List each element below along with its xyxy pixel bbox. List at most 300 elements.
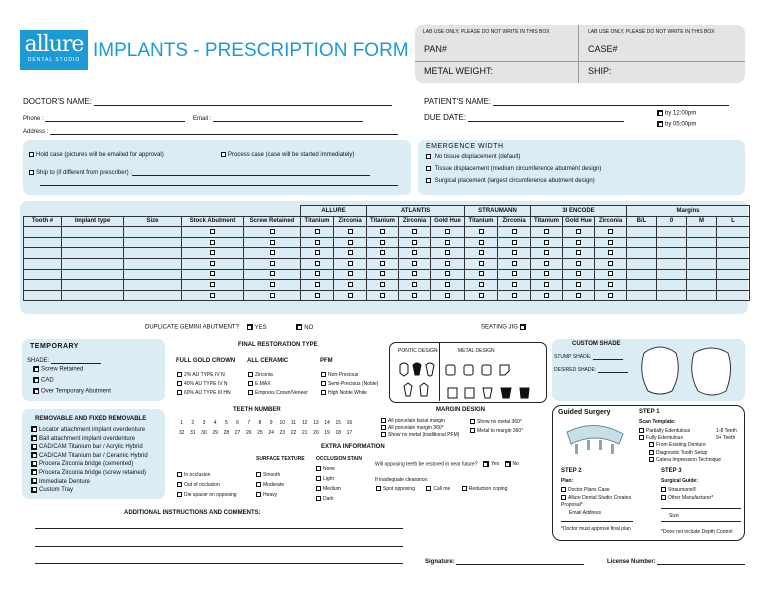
table-cell[interactable] [563, 258, 595, 269]
checkbox[interactable] [576, 282, 581, 287]
checkbox[interactable] [412, 229, 417, 234]
checkbox[interactable] [445, 282, 450, 287]
table-cell[interactable] [657, 280, 687, 291]
stain-option-1[interactable] [316, 474, 341, 484]
checkbox[interactable] [210, 240, 215, 245]
comment-line-2[interactable] [35, 546, 403, 547]
table-cell[interactable] [334, 258, 367, 269]
table-cell[interactable] [182, 290, 244, 301]
table-cell[interactable] [687, 258, 717, 269]
checkbox[interactable] [31, 435, 37, 441]
table-cell[interactable] [244, 227, 301, 238]
checkbox[interactable] [248, 381, 253, 386]
table-cell[interactable] [595, 280, 627, 291]
table-cell[interactable] [595, 269, 627, 280]
emergence-option-2[interactable]: Surgical placement (largest circumference abutment design) [426, 178, 595, 184]
table-cell[interactable] [717, 227, 750, 238]
checkbox[interactable] [31, 444, 37, 450]
checkbox[interactable] [608, 293, 613, 298]
tooth-24[interactable]: 24 [268, 430, 274, 436]
table-cell[interactable] [717, 280, 750, 291]
clearance-option-1[interactable]: Call me [426, 486, 450, 492]
checkbox[interactable] [31, 461, 37, 467]
table-cell[interactable] [367, 280, 399, 291]
checkbox[interactable] [256, 492, 261, 497]
checkbox[interactable] [248, 390, 253, 395]
table-cell[interactable] [24, 227, 62, 238]
ceramic-option-2[interactable] [248, 389, 308, 398]
checkbox[interactable] [576, 271, 581, 276]
checkbox[interactable] [544, 293, 549, 298]
other-manufacturer-option[interactable]: Other Manufacturer* [661, 495, 713, 501]
checkbox[interactable] [210, 261, 215, 266]
checkbox[interactable] [512, 240, 517, 245]
table-cell[interactable] [657, 248, 687, 259]
tooth-7[interactable]: 7 [247, 420, 251, 426]
table-cell[interactable] [717, 248, 750, 259]
tooth-27[interactable]: 27 [234, 430, 241, 436]
margin-option-0[interactable]: All porcelain facial margin [381, 418, 459, 425]
table-cell[interactable] [24, 258, 62, 269]
tooth-13[interactable]: 13 [313, 420, 319, 426]
table-cell[interactable] [124, 280, 182, 291]
stain-option-0[interactable] [316, 464, 341, 474]
checkbox[interactable] [544, 261, 549, 266]
table-cell[interactable] [498, 248, 531, 259]
temporary-shade-row[interactable]: SHADE: [27, 356, 101, 364]
doctor-plans-option[interactable]: Doctor Plans Case [561, 487, 610, 493]
checkbox[interactable] [270, 261, 275, 266]
table-cell[interactable] [62, 248, 124, 259]
checkbox[interactable] [608, 250, 613, 255]
table-cell[interactable] [182, 237, 244, 248]
table-cell[interactable] [465, 248, 498, 259]
checkbox[interactable] [315, 261, 320, 266]
table-cell[interactable] [334, 227, 367, 238]
table-cell[interactable] [595, 237, 627, 248]
checkbox[interactable] [210, 229, 215, 234]
table-cell[interactable] [62, 227, 124, 238]
table-cell[interactable] [531, 248, 563, 259]
table-cell[interactable] [563, 227, 595, 238]
stain-option-2[interactable] [316, 484, 341, 494]
table-cell[interactable] [182, 269, 244, 280]
table-cell[interactable] [62, 280, 124, 291]
removable-option-2[interactable] [31, 443, 148, 452]
table-cell[interactable] [124, 237, 182, 248]
table-cell[interactable] [182, 227, 244, 238]
table-cell[interactable] [244, 290, 301, 301]
table-cell[interactable] [465, 258, 498, 269]
temporary-option-0[interactable]: Screw Retained [33, 366, 83, 373]
table-cell[interactable] [627, 258, 657, 269]
checkbox[interactable] [31, 426, 37, 432]
table-cell[interactable] [124, 269, 182, 280]
checkbox[interactable] [544, 240, 549, 245]
table-cell[interactable] [595, 227, 627, 238]
checkbox[interactable] [321, 390, 326, 395]
checkbox[interactable] [544, 271, 549, 276]
checkbox[interactable] [256, 472, 261, 477]
table-cell[interactable] [563, 237, 595, 248]
table-cell[interactable] [627, 227, 657, 238]
table-cell[interactable] [367, 269, 399, 280]
checkbox[interactable] [380, 229, 385, 234]
table-cell[interactable] [657, 258, 687, 269]
ship-to-option[interactable]: Ship to (if different from prescriber) : [29, 168, 370, 176]
table-cell[interactable] [431, 227, 465, 238]
tooth-26[interactable]: 26 [245, 430, 252, 436]
table-cell[interactable] [465, 237, 498, 248]
checkbox[interactable] [348, 261, 353, 266]
ship-field[interactable]: SHIP: [588, 66, 612, 76]
checkbox[interactable] [348, 282, 353, 287]
table-cell[interactable] [498, 290, 531, 301]
table-cell[interactable] [465, 269, 498, 280]
tooth-29[interactable]: 29 [212, 430, 218, 436]
table-cell[interactable] [62, 269, 124, 280]
removable-option-4[interactable] [31, 460, 148, 469]
table-cell[interactable] [244, 248, 301, 259]
checkbox[interactable] [348, 229, 353, 234]
checkbox[interactable] [315, 240, 320, 245]
tooth-12[interactable]: 12 [301, 420, 308, 426]
checkbox[interactable] [412, 261, 417, 266]
table-cell[interactable] [531, 258, 563, 269]
margin-option-4[interactable]: Metal to margin 360° [470, 427, 523, 436]
metal-weight-field[interactable]: METAL WEIGHT: [424, 66, 494, 76]
table-cell[interactable] [334, 280, 367, 291]
case-field[interactable]: CASE# [588, 44, 618, 54]
removable-option-1[interactable] [31, 435, 148, 444]
table-cell[interactable] [627, 269, 657, 280]
checkbox[interactable] [270, 271, 275, 276]
signature-row[interactable]: Signature: [425, 559, 584, 565]
fully-edentulous-option[interactable]: Fully Edentulous [639, 435, 683, 441]
tooth-32[interactable]: 32 [178, 430, 185, 436]
table-cell[interactable] [182, 258, 244, 269]
checkbox[interactable] [445, 271, 450, 276]
table-cell[interactable] [595, 290, 627, 301]
gemini-no-option[interactable]: NO [296, 325, 313, 331]
from-existing-option[interactable]: From Existing Denture [649, 442, 706, 448]
table-cell[interactable] [62, 290, 124, 301]
table-cell[interactable] [301, 269, 334, 280]
emergence-option-0[interactable]: No tissue displacement (default) [426, 154, 520, 160]
checkbox[interactable] [412, 293, 417, 298]
table-cell[interactable] [431, 269, 465, 280]
checkbox[interactable] [248, 372, 253, 377]
table-cell[interactable] [399, 258, 431, 269]
checkbox[interactable] [31, 452, 37, 458]
table-cell[interactable] [367, 258, 399, 269]
tooth-10[interactable]: 10 [279, 420, 286, 426]
comment-line-3[interactable] [35, 563, 403, 564]
checkbox[interactable] [210, 293, 215, 298]
table-cell[interactable] [431, 248, 465, 259]
table-cell[interactable] [687, 227, 717, 238]
emergence-option-1[interactable]: Tissue displacement (medium circumference abutment design) [426, 166, 601, 172]
table-cell[interactable] [24, 290, 62, 301]
table-cell[interactable] [431, 290, 465, 301]
table-cell[interactable] [301, 280, 334, 291]
checkbox[interactable] [270, 293, 275, 298]
table-cell[interactable] [124, 258, 182, 269]
tooth-23[interactable]: 23 [279, 430, 286, 436]
checkbox[interactable] [512, 250, 517, 255]
table-cell[interactable] [24, 280, 62, 291]
checkbox[interactable] [479, 293, 484, 298]
checkbox[interactable] [608, 229, 613, 234]
table-cell[interactable] [465, 280, 498, 291]
checkbox[interactable] [210, 250, 215, 255]
tooth-9[interactable]: 9 [269, 420, 273, 426]
table-cell[interactable] [367, 237, 399, 248]
desired-shade-row[interactable]: DESIRED SHADE: [554, 367, 628, 373]
table-cell[interactable] [301, 290, 334, 301]
table-cell[interactable] [563, 269, 595, 280]
tooth-2[interactable]: 2 [191, 420, 195, 426]
table-cell[interactable] [657, 269, 687, 280]
table-cell[interactable] [301, 258, 334, 269]
table-cell[interactable] [334, 290, 367, 301]
checkbox[interactable] [608, 261, 613, 266]
tooth-16[interactable]: 16 [346, 420, 353, 426]
table-cell[interactable] [62, 237, 124, 248]
surface-option-0[interactable] [256, 470, 284, 480]
table-cell[interactable] [717, 258, 750, 269]
table-cell[interactable] [244, 237, 301, 248]
table-cell[interactable] [627, 290, 657, 301]
table-cell[interactable] [531, 290, 563, 301]
table-cell[interactable] [563, 290, 595, 301]
checkbox[interactable] [512, 229, 517, 234]
checkbox[interactable] [479, 240, 484, 245]
table-cell[interactable] [367, 290, 399, 301]
table-cell[interactable] [687, 280, 717, 291]
tooth-8[interactable]: 8 [258, 420, 262, 426]
checkbox[interactable] [380, 240, 385, 245]
surface-option-1[interactable] [256, 480, 284, 490]
by-1200-option[interactable]: by 12:00pm [657, 110, 696, 117]
comment-line-1[interactable] [35, 528, 403, 529]
table-cell[interactable] [399, 269, 431, 280]
table-cell[interactable] [244, 280, 301, 291]
checkbox[interactable] [177, 381, 182, 386]
checkbox[interactable] [380, 250, 385, 255]
patient-name-row[interactable] [424, 97, 729, 106]
table-cell[interactable] [399, 280, 431, 291]
table-cell[interactable] [627, 280, 657, 291]
checkbox[interactable] [315, 282, 320, 287]
allure-creates-option[interactable]: Allure Dental Studio Creates Proposal* [561, 495, 632, 508]
checkbox[interactable] [412, 250, 417, 255]
checkbox[interactable] [177, 472, 182, 477]
checkbox[interactable] [445, 240, 450, 245]
tooth-5[interactable]: 5 [224, 420, 228, 426]
checkbox[interactable] [321, 381, 326, 386]
table-cell[interactable] [498, 227, 531, 238]
tooth-20[interactable]: 20 [313, 430, 319, 436]
removable-option-5[interactable] [31, 469, 148, 478]
checkbox[interactable] [512, 261, 517, 266]
pfm-option-1[interactable] [321, 380, 378, 389]
partially-edentulous-option[interactable]: Partially Edentulous [639, 428, 690, 434]
gemini-yes-option[interactable]: YES [247, 325, 267, 331]
pfm-option-2[interactable] [321, 389, 378, 398]
checkbox[interactable] [348, 250, 353, 255]
checkbox[interactable] [445, 261, 450, 266]
checkbox[interactable] [544, 229, 549, 234]
table-cell[interactable] [124, 227, 182, 238]
checkbox[interactable] [445, 293, 450, 298]
gold-option-2[interactable] [177, 389, 231, 398]
pfm-option-0[interactable] [321, 371, 378, 380]
table-cell[interactable] [531, 269, 563, 280]
checkbox[interactable] [576, 240, 581, 245]
table-cell[interactable] [399, 248, 431, 259]
checkbox[interactable] [31, 487, 37, 493]
table-cell[interactable] [244, 269, 301, 280]
seating-jig-option[interactable]: SEATING JIG [481, 324, 528, 331]
checkbox[interactable] [380, 282, 385, 287]
pan-field[interactable]: PAN# [424, 44, 447, 54]
checkbox[interactable] [315, 271, 320, 276]
table-cell[interactable] [301, 237, 334, 248]
process-case-option[interactable]: Process case (case will be started immediately) [221, 152, 354, 158]
table-cell[interactable] [657, 290, 687, 301]
opposing-no-option[interactable]: No [505, 461, 519, 467]
catera-option[interactable]: Catera Impression Technique [649, 457, 721, 463]
checkbox[interactable] [177, 492, 182, 497]
removable-option-0[interactable] [31, 426, 148, 435]
tooth-6[interactable]: 6 [236, 420, 239, 426]
tooth-1[interactable]: 1 [180, 420, 183, 426]
tooth-22[interactable]: 22 [290, 430, 297, 436]
tooth-28[interactable]: 28 [223, 430, 230, 436]
occlusion-option-0[interactable] [177, 470, 237, 480]
checkbox[interactable] [479, 282, 484, 287]
hold-case-option[interactable]: Hold case (pictures will be emailed for approval) [29, 152, 164, 158]
checkbox[interactable] [479, 229, 484, 234]
temporary-option-1[interactable]: CAD [33, 377, 54, 384]
stain-option-3[interactable] [316, 494, 341, 504]
ceramic-option-1[interactable] [248, 380, 308, 389]
table-cell[interactable] [687, 237, 717, 248]
checkbox[interactable] [380, 261, 385, 266]
table-cell[interactable] [687, 290, 717, 301]
margin-option-2[interactable]: Show no metal (traditional PFM) [381, 432, 459, 439]
table-cell[interactable] [531, 237, 563, 248]
tooth-3[interactable]: 3 [202, 420, 206, 426]
address-row[interactable] [23, 127, 403, 135]
straumann-option[interactable]: Straumann® [661, 487, 696, 493]
tooth-31[interactable]: 31 [190, 430, 196, 436]
by-0500-option[interactable]: by 05:00pm [657, 121, 696, 128]
checkbox[interactable] [576, 293, 581, 298]
checkbox[interactable] [177, 372, 182, 377]
table-cell[interactable] [687, 248, 717, 259]
checkbox[interactable] [576, 250, 581, 255]
table-cell[interactable] [334, 269, 367, 280]
checkbox[interactable] [31, 478, 37, 484]
checkbox[interactable] [321, 372, 326, 377]
phone-email-row[interactable] [23, 114, 403, 122]
tooth-25[interactable]: 25 [257, 430, 263, 436]
table-cell[interactable] [531, 280, 563, 291]
table-cell[interactable] [182, 248, 244, 259]
table-cell[interactable] [301, 227, 334, 238]
surface-option-2[interactable] [256, 490, 284, 500]
checkbox[interactable] [177, 482, 182, 487]
occlusion-option-2[interactable] [177, 490, 237, 500]
checkbox[interactable] [270, 229, 275, 234]
doctor-name-row[interactable] [23, 97, 403, 106]
checkbox[interactable] [576, 261, 581, 266]
ceramic-option-0[interactable] [248, 371, 308, 380]
table-cell[interactable] [301, 248, 334, 259]
table-cell[interactable] [244, 258, 301, 269]
table-cell[interactable] [431, 280, 465, 291]
table-cell[interactable] [498, 237, 531, 248]
checkbox[interactable] [210, 271, 215, 276]
checkbox[interactable] [512, 282, 517, 287]
table-cell[interactable] [498, 258, 531, 269]
checkbox[interactable] [348, 271, 353, 276]
license-row[interactable]: License Number: [607, 559, 745, 565]
checkbox[interactable] [316, 466, 321, 471]
checkbox[interactable] [512, 293, 517, 298]
checkbox[interactable] [31, 469, 37, 475]
stump-shade-row[interactable]: STUMP SHADE: [554, 354, 623, 360]
table-cell[interactable] [627, 237, 657, 248]
checkbox[interactable] [608, 240, 613, 245]
checkbox[interactable] [412, 240, 417, 245]
table-cell[interactable] [595, 248, 627, 259]
checkbox[interactable] [315, 250, 320, 255]
gold-option-1[interactable] [177, 380, 231, 389]
checkbox[interactable] [270, 250, 275, 255]
tooth-15[interactable]: 15 [335, 420, 341, 426]
tooth-4[interactable]: 4 [213, 420, 217, 426]
table-cell[interactable] [627, 248, 657, 259]
checkbox[interactable] [380, 271, 385, 276]
table-cell[interactable] [431, 237, 465, 248]
table-cell[interactable] [465, 290, 498, 301]
removable-option-6[interactable] [31, 478, 148, 487]
margin-option-1[interactable]: All porcelain margin 360° [381, 425, 459, 432]
tooth-17[interactable]: 17 [346, 430, 353, 436]
table-cell[interactable] [531, 227, 563, 238]
table-cell[interactable] [182, 280, 244, 291]
table-cell[interactable] [62, 258, 124, 269]
table-cell[interactable] [717, 290, 750, 301]
table-cell[interactable] [717, 269, 750, 280]
table-cell[interactable] [431, 258, 465, 269]
checkbox[interactable] [445, 250, 450, 255]
table-cell[interactable] [24, 269, 62, 280]
table-cell[interactable] [399, 290, 431, 301]
table-cell[interactable] [563, 248, 595, 259]
tooth-30[interactable]: 30 [201, 430, 207, 436]
checkbox[interactable] [576, 229, 581, 234]
table-cell[interactable] [367, 227, 399, 238]
tooth-19[interactable]: 19 [324, 430, 330, 436]
checkbox[interactable] [316, 486, 321, 491]
table-cell[interactable] [498, 280, 531, 291]
table-cell[interactable] [399, 237, 431, 248]
tooth-18[interactable]: 18 [335, 430, 341, 436]
